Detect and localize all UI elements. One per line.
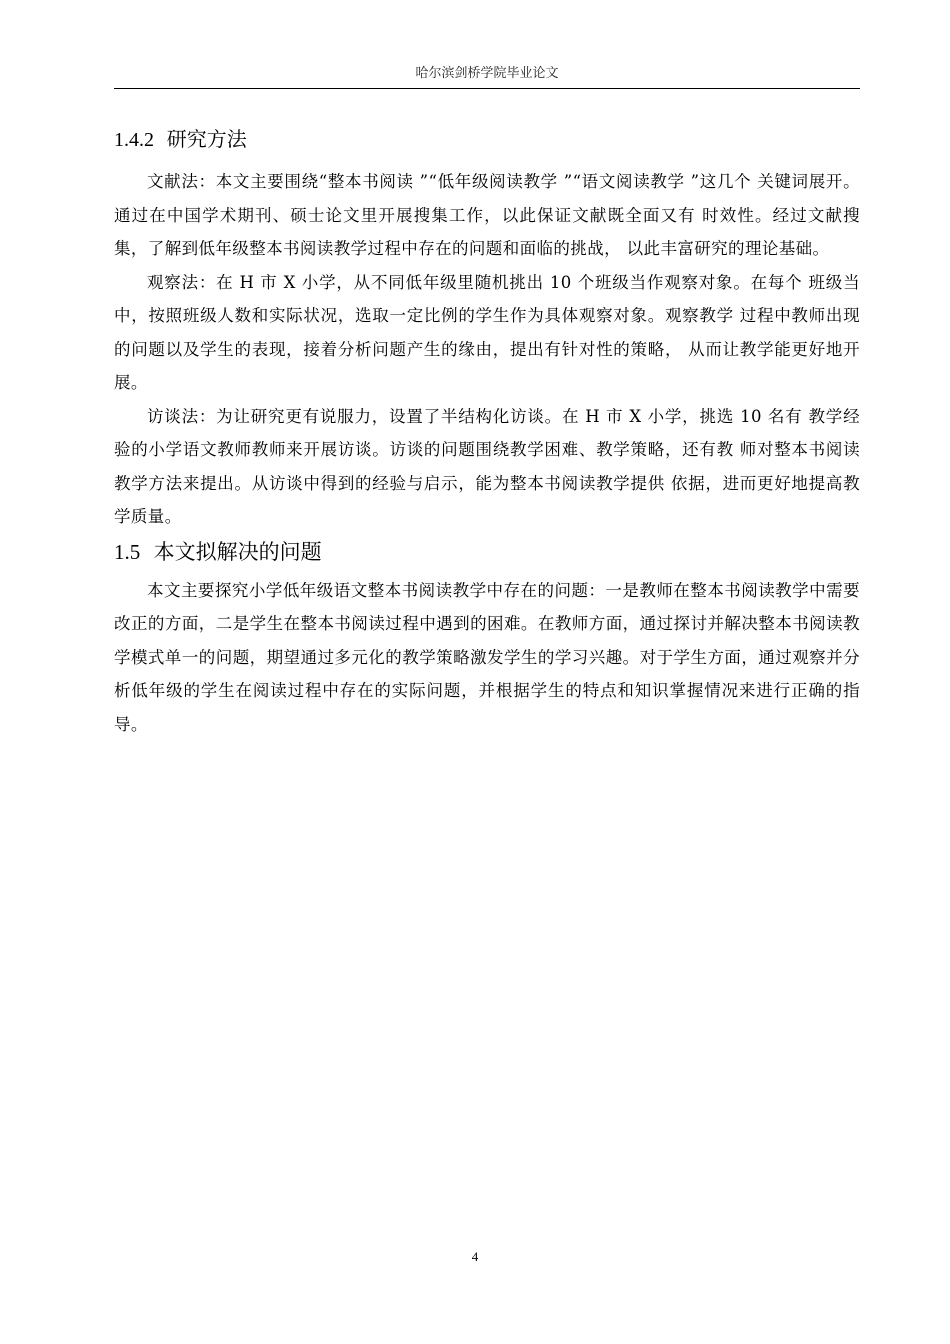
- page-content: [114, 124, 860, 741]
- running-header: 哈尔滨剑桥学院毕业论文: [415, 66, 559, 81]
- section-heading-1-4-2: [114, 124, 860, 155]
- section-heading-1-5: [114, 536, 860, 568]
- paragraph-interview-method: 访谈法：为让研究更有说服力，设置了半结构化访谈。在 H 市 X 小学，挑选 10 名有 教学经验的小学语文教师教师来开展访谈。访谈的问题围绕教学困难、教学策略，还有教 师对整本书阅读教学方法来提出。从访谈中得到的经验与启示，能为整本书阅读教学提供 依据，进而更好地提高教学质量。: [114, 406, 860, 526]
- section-number: 1.5: [114, 539, 141, 564]
- section-title: 研究方法: [166, 127, 247, 151]
- section-number: 1.4.2: [114, 129, 154, 151]
- paragraph-observation-method: 观察法：在 H 市 X 小学，从不同低年级里随机挑出 10 个班级当作观察对象。在每个 班级当中，按照班级人数和实际状况，选取一定比例的学生作为具体观察对象。观察教学 过程中教师出现的问题以及学生的表现，接着分析问题产生的缘由，提出有针对性的策略， 从而让教学能更好地开展。: [114, 272, 860, 392]
- paragraph-problems-to-solve: 本文主要探究小学低年级语文整本书阅读教学中存在的问题：一是教师在整本书阅读教学中需要改正的方面，二是学生在整本书阅读过程中遇到的困难。在教师方面，通过探讨并解决整本书阅读教学模式单一的问题，期望通过多元化的教学策略激发学生的学习兴趣。对于学生方面，通过观察并分析低年级的学生在阅读过程中存在的实际问题，并根据学生的特点和知识掌握情况来进行正确的指导。: [114, 580, 860, 734]
- header-rule: [114, 88, 860, 89]
- section-title: 本文拟解决的问题: [153, 539, 322, 564]
- page-number: 4: [471, 1249, 479, 1264]
- paragraph-literature-method: 文献法：本文主要围绕“整本书阅读 ”“低年级阅读教学 ”“语文阅读教学 ”这几个 关键词展开。通过在中国学术期刊、硕士论文里开展搜集工作，以此保证文献既全面又有 时效性。经过文献搜集，了解到低年级整本书阅读教学过程中存在的问题和面临的挑战， 以此丰富研究的理论基础。: [114, 172, 860, 258]
